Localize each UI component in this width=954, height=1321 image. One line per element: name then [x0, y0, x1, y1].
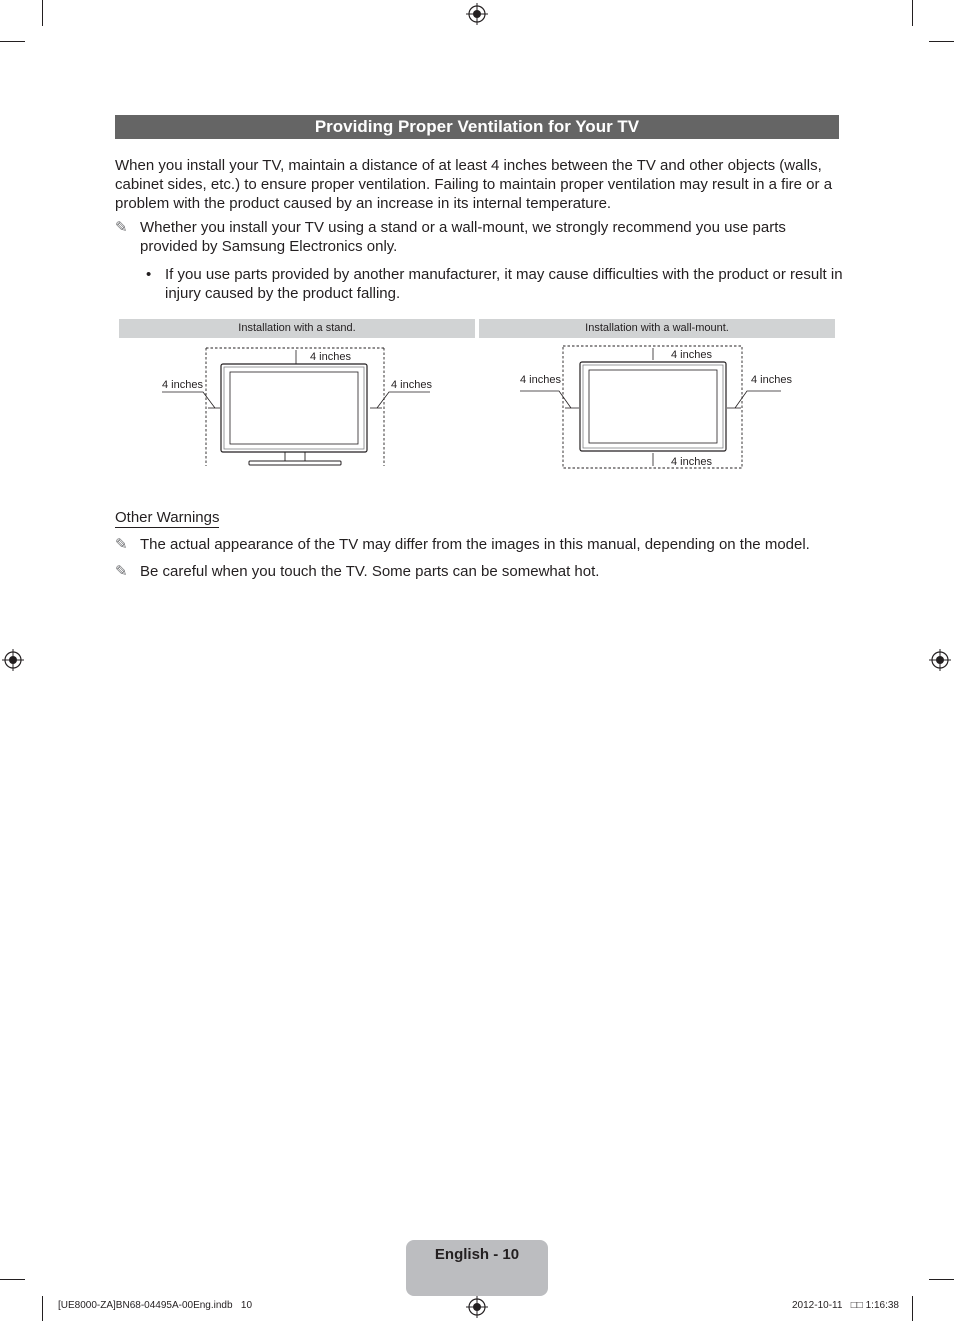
crop-mark: [912, 1296, 913, 1321]
print-slug-file: [UE8000-ZA]BN68-04495A-00Eng.indb 10: [58, 1300, 253, 1311]
note-text: Whether you install your TV using a stand or a wall-mount, we strongly recommend you use parts provided by Samsung Electronics only.: [140, 219, 786, 255]
pencil-note-icon: ✎: [115, 218, 128, 236]
figure-title-stand: Installation with a stand.: [119, 319, 475, 338]
other-warnings-heading: Other Warnings: [115, 509, 220, 526]
section-title: Providing Proper Ventilation for Your TV: [115, 115, 839, 139]
registration-mark-icon: [2, 649, 24, 671]
right-clearance-label: 4 inches: [751, 374, 792, 386]
tv-illustration: [580, 362, 726, 451]
tv-illustration: [221, 364, 367, 465]
registration-mark-icon: [466, 3, 488, 25]
crop-mark: [912, 0, 913, 26]
right-clearance-label: 4 inches: [391, 379, 432, 391]
bullet-text: If you use parts provided by another manufacturer, it may cause difficulties with the product or result in injury caused by the product falling.: [165, 266, 843, 302]
stand-installation-diagram: [119, 340, 475, 470]
page-number-label: English - 10: [434, 1246, 520, 1263]
bullet-dot: •: [146, 266, 152, 283]
crop-mark: [0, 1279, 25, 1280]
print-slug-timestamp: 2012-10-11 □□ 1:16:38: [792, 1300, 899, 1311]
warning-note-text: Be careful when you touch the TV. Some parts can be somewhat hot.: [140, 563, 600, 580]
top-clearance-label: 4 inches: [310, 351, 351, 363]
left-clearance-label: 4 inches: [520, 374, 561, 386]
wall-installation-diagram: [479, 340, 835, 472]
registration-mark-icon: [466, 1296, 488, 1318]
bottom-clearance-label: 4 inches: [671, 456, 712, 468]
pencil-note-icon: ✎: [115, 535, 128, 553]
figure-title-wall: Installation with a wall-mount.: [479, 319, 835, 338]
warning-note-text: The actual appearance of the TV may differ from the images in this manual, depending on the model.: [140, 536, 810, 553]
crop-mark: [0, 41, 25, 42]
crop-mark: [929, 41, 954, 42]
pencil-note-icon: ✎: [115, 562, 128, 580]
top-clearance-label: 4 inches: [671, 349, 712, 361]
registration-mark-icon: [929, 649, 951, 671]
crop-mark: [929, 1279, 954, 1280]
crop-mark: [42, 0, 43, 26]
crop-mark: [42, 1296, 43, 1321]
left-clearance-label: 4 inches: [162, 379, 203, 391]
intro-paragraph: When you install your TV, maintain a distance of at least 4 inches between the TV and other objects (walls, cabinet sides, etc.) to ensure proper ventilation. Failing to maintain proper ventilation may result in a fire or a problem with the product caused by an increase in its internal temperature.: [115, 157, 833, 212]
